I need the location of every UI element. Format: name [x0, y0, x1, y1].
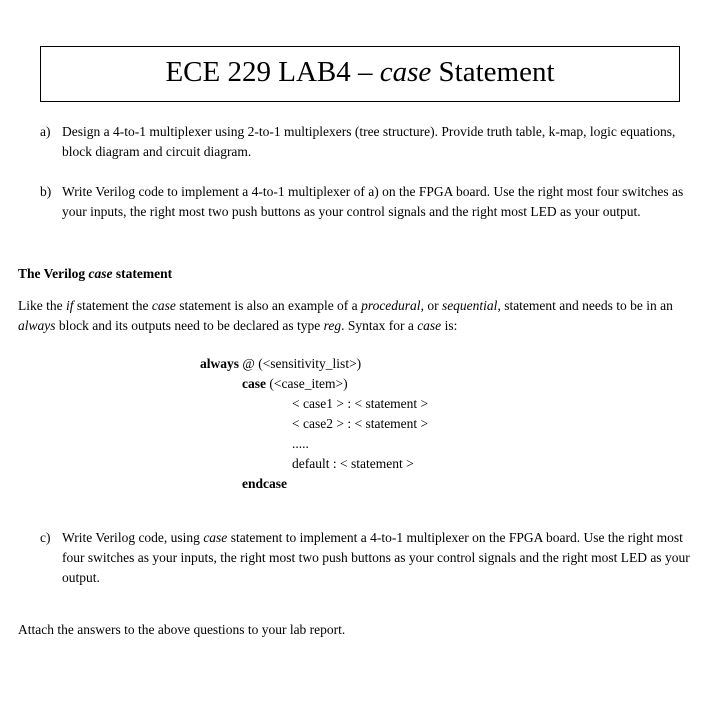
list-item-c [40, 528, 700, 588]
intro-paragraph: Like the if statement the case statement is also an example of a procedural, or sequential, statement and needs to be in an always block and its outputs need to be declared as type reg. Syntax for a case is: [18, 298, 673, 334]
page-title: ECE 229 LAB4 – case Statement [165, 56, 555, 88]
item-b-label: b) [40, 184, 52, 200]
item-c-text: Write Verilog code, using case statement to implement a 4-to-1 multiplexer on the FPGA board. Use the right most four switches as your inputs, the right most two push buttons as your control signals and the right most LED as your output. [62, 530, 690, 586]
item-a-label: a) [40, 124, 51, 140]
code-line-case1: < case1 > : < statement > [292, 396, 429, 412]
list-item-a [40, 122, 700, 162]
code-line-ellipsis: ..... [292, 436, 309, 452]
item-a-text: Design a 4-to-1 multiplexer using 2-to-1 multiplexers (tree structure). Provide truth table, k-map, logic equations, block diagram and circuit diagram. [62, 124, 676, 160]
closing-note: Attach the answers to the above questions to your lab report. [18, 622, 346, 638]
code-line-case2: < case2 > : < statement > [292, 416, 429, 432]
verilog-syntax-block [200, 354, 702, 494]
code-line-endcase: endcase [242, 476, 287, 492]
code-line-always: always @ (<sensitivity_list>) [200, 356, 362, 372]
list-item-b [40, 182, 700, 222]
item-c-label: c) [40, 530, 51, 546]
item-b-text: Write Verilog code to implement a 4-to-1 multiplexer of a) on the FPGA board. Use the right most four switches as your inputs, the right most two push buttons as your control signals and the right most LED as your output. [62, 184, 684, 220]
title-box [40, 46, 680, 102]
code-line-default: default : < statement > [292, 456, 414, 472]
section-heading: The Verilog case statement [18, 266, 173, 282]
code-line-case: case (<case_item>) [242, 376, 348, 392]
